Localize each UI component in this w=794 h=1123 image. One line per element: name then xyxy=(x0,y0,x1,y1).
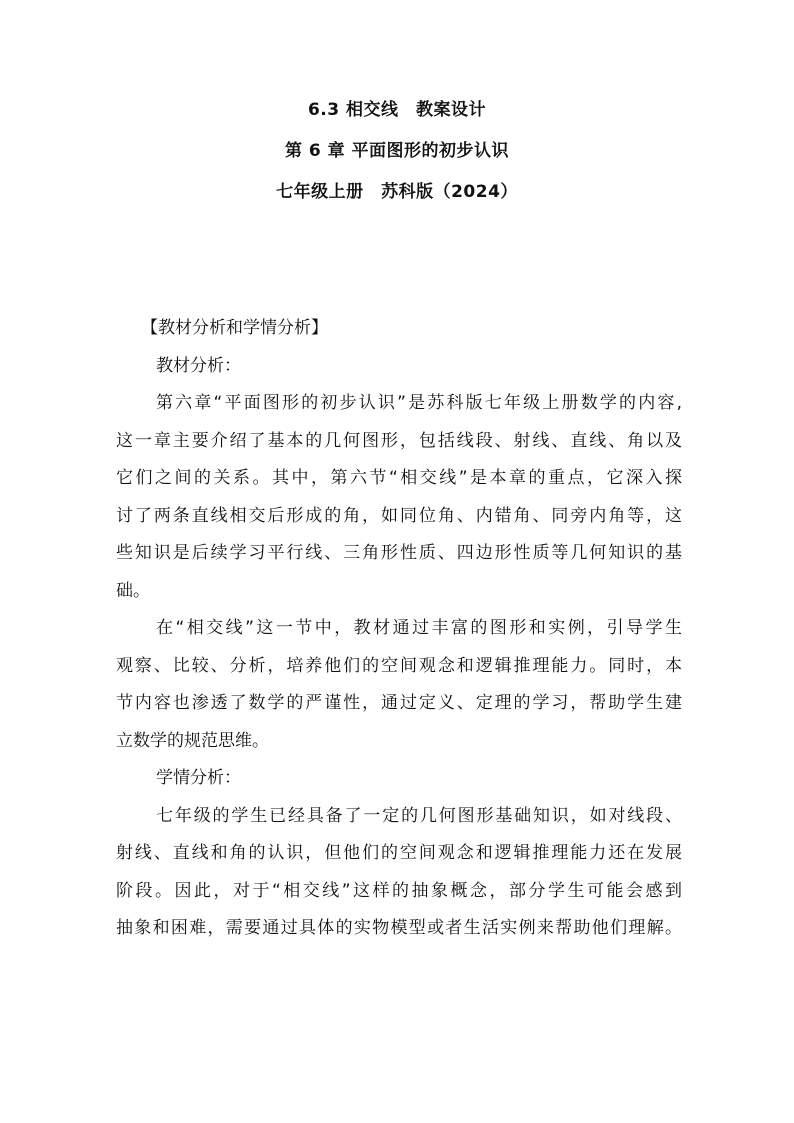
body-text xyxy=(116,310,682,948)
paragraph-line: 这一章主要介绍了基本的几何图形，包括线段、射线、直线、角以及 xyxy=(116,430,682,451)
paragraph-line: 观察、比较、分析，培养他们的空间观念和逻辑推理能力。同时，本 xyxy=(116,655,682,676)
paragraph-line: 第六章“平面图形的初步认识”是苏科版七年级上册数学的内容, xyxy=(156,393,682,413)
title-line-2: 第 6 章 平面图形的初步认识 xyxy=(284,141,510,161)
textbook-analysis-label: 教材分析： xyxy=(156,355,241,376)
paragraph-line: 在“相交线”这一节中，教材通过丰富的图形和实例，引导学生 xyxy=(156,618,682,638)
paragraph-line: 立数学的规范思维。 xyxy=(116,730,269,751)
paragraph-line: 射线、直线和角的认识，但他们的空间观念和逻辑推理能力还在发展 xyxy=(116,843,682,863)
paragraph-line: 七年级的学生已经具备了一定的几何图形基础知识，如对线段、 xyxy=(156,805,682,826)
paragraph-line: 础。 xyxy=(116,580,150,601)
title-line-3: 七年级上册 苏科版（2024） xyxy=(276,182,518,202)
section-heading: 【教材分析和学情分析】 xyxy=(141,318,328,338)
paragraph-line: 阶段。因此，对于“相交线”这样的抽象概念，部分学生可能会感到 xyxy=(116,880,682,901)
student-analysis-label: 学情分析： xyxy=(156,768,241,788)
paragraph-line: 抽象和困难，需要通过具体的实物模型或者生活实例来帮助他们理解。 xyxy=(116,918,682,938)
title-block xyxy=(0,100,794,223)
title-line-1: 6.3 相交线 教案设计 xyxy=(307,100,487,120)
paragraph-line: 节内容也渗透了数学的严谨性，通过定义、定理的学习，帮助学生建 xyxy=(116,693,682,713)
paragraph-line: 些知识是后续学习平行线、三角形性质、四边形性质等几何知识的基 xyxy=(116,543,682,563)
paragraph-line: 它们之间的关系。其中，第六节“相交线”是本章的重点，它深入探 xyxy=(116,468,682,488)
paragraph-line: 讨了两条直线相交后形成的角，如同位角、内错角、同旁内角等，这 xyxy=(116,505,682,526)
